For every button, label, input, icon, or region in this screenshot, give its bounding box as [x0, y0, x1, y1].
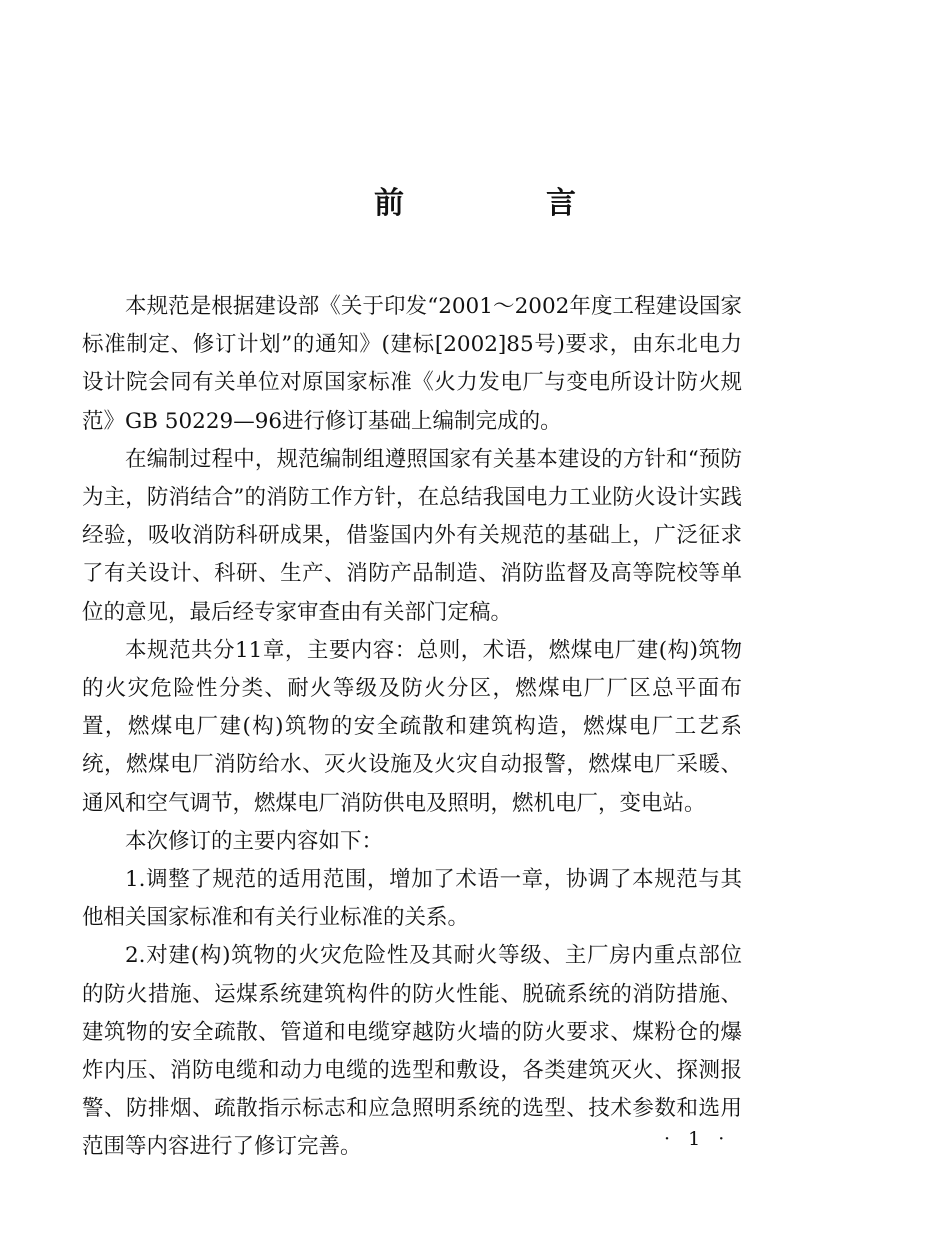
paragraph-process: 在编制过程中，规范编制组遵照国家有关基本建设的方针和“预防为主，防消结合”的消防工作方针，在总结我国电力工业防火设计实践经验，吸收消防科研成果，借鉴国内外有关规范的基础上，广泛征求了有关设计、科研、生产、消防产品制造、消防监督及高等院校等单位的意见，最后经专家审查由有关部门定稿。	[82, 446, 742, 625]
paragraph-contents: 本规范共分11章，主要内容：总则，术语，燃煤电厂建(构)筑物的火灾危险性分类、耐火等级及防火分区，燃煤电厂厂区总平面布置，燃煤电厂建(构)筑物的安全疏散和建筑构造，燃煤电厂工艺系统，燃煤电厂消防给水、灭火设施及火灾自动报警，燃煤电厂采暖、通风和空气调节，燃煤电厂消防供电及照明，燃机电厂，变电站。	[82, 637, 742, 816]
paragraph-revision-2: 2.对建(构)筑物的火灾危险性及其耐火等级、主厂房内重点部位的防火措施、运煤系统建筑构件的防火性能、脱硫系统的消防措施、建筑物的安全疏散、管道和电缆穿越防火墙的防火要求、煤粉仓的爆炸内压、消防电缆和动力电缆的选型和敷设，各类建筑灭火、探测报警、防排烟、疏散指示标志和应急照明系统的选型、技术参数和选用范围等内容进行了修订完善。	[82, 943, 742, 1160]
paragraph-background: 本规范是根据建设部《关于印发“2001～2002年度工程建设国家标准制定、修订计划”的通知》(建标[2002]85号)要求，由东北电力设计院会同有关单位对原国家标准《火力发电厂与变电所设计防火规范》GB 50229—96进行修订基础上编制完成的。	[82, 294, 742, 434]
page-title: 前 言	[374, 186, 632, 221]
body-text	[82, 288, 742, 1167]
paragraph-revision-intro: 本次修订的主要内容如下：	[125, 828, 384, 854]
paragraph-revision-1: 1.调整了规范的适用范围，增加了术语一章，协调了本规范与其他相关国家标准和有关行业标准的关系。	[82, 867, 742, 931]
page-number: · 1 ·	[664, 1128, 731, 1150]
